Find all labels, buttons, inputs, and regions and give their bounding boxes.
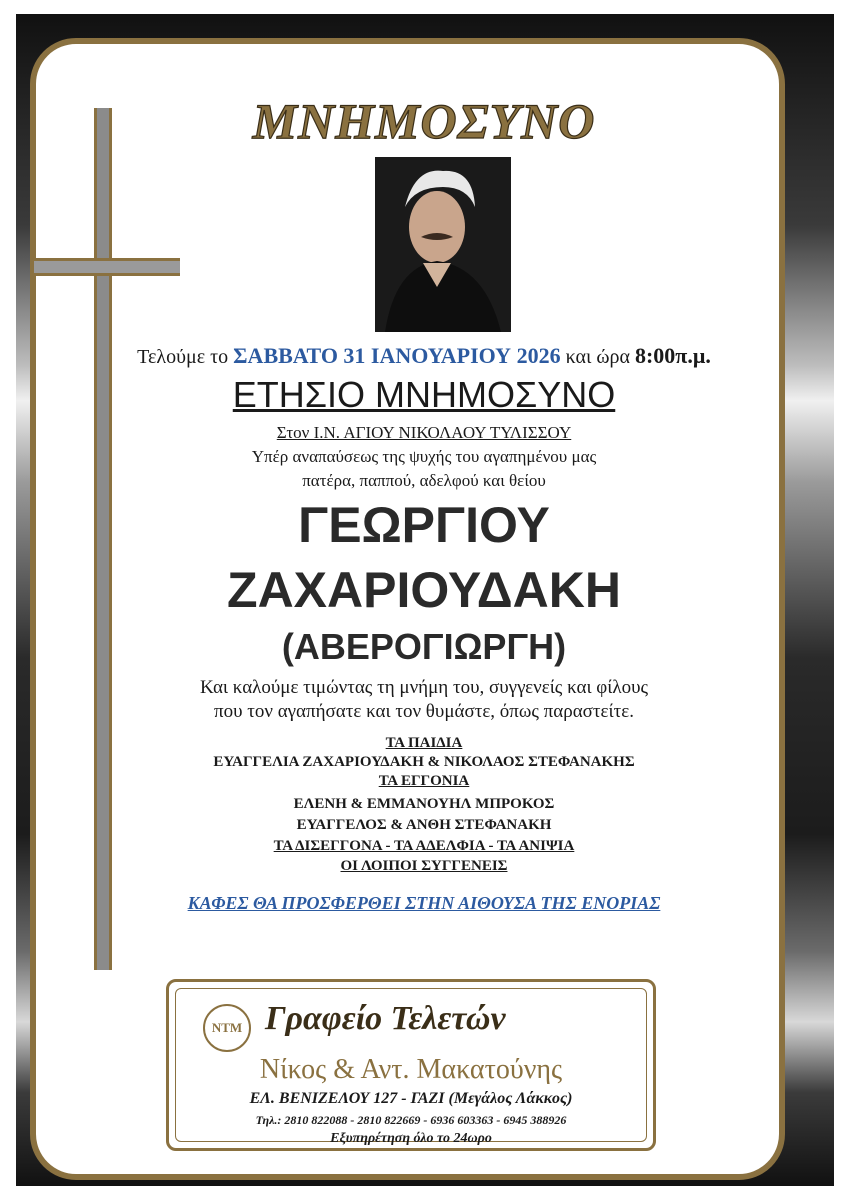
- grandchildren-header: ΤΑ ΕΓΓΟΝΙΑ: [378, 773, 470, 789]
- last-name: ΖΑΧΑΡΙΟΥΔΑΚΗ: [227, 562, 621, 618]
- ceremony-prefix: Τελούμε το: [137, 346, 229, 368]
- other-relatives: ΟΙ ΛΟΙΠΟΙ ΣΥΓΓΕΝΕΙΣ: [340, 858, 508, 874]
- funeral-office-title: Γραφείο Τελετών: [265, 1000, 506, 1037]
- portrait-image: [375, 157, 511, 332]
- service-type: ΕΤΗΣΙΟ ΜΝΗΜΟΣΥΝΟ: [232, 374, 616, 415]
- children-names: ΕΥΑΓΓΕΛΙΑ ΖΑΧΑΡΙΟΥΔΑΚΗ & ΝΙΚΟΛΑΟΣ ΣΤΕΦΑΝΑΚΗΣ: [213, 754, 635, 770]
- logo-letters: ΝΤΜ: [211, 1020, 243, 1035]
- funeral-home-logo: [203, 1004, 251, 1052]
- intro-line-1: Υπέρ αναπαύσεως της ψυχής του αγαπημένου μας: [251, 447, 597, 466]
- invite-line-1: Και καλούμε τιμώντας τη μνήμη του, συγγενείς και φίλους: [199, 677, 649, 698]
- nickname: (ΑΒΕΡΟΓΙΩΡΓΗ): [281, 626, 567, 667]
- portrait-photo: [375, 157, 511, 332]
- grandchildren-line-2: ΕΥΑΓΓΕΛΟΣ & ΑΝΘΗ ΣΤΕΦΑΝΑΚΗ: [296, 817, 552, 833]
- funeral-home-service: Εξυπηρέτηση όλο το 24ωρο: [330, 1131, 492, 1146]
- page-title: ΜΝΗΜΟΣΥΝΟ: [252, 93, 596, 149]
- first-name: ΓΕΩΡΓΙΟΥ: [298, 497, 550, 553]
- ceremony-date: ΣΑΒΒΑΤΟ 31 ΙΑΝΟΥΑΡΙΟΥ 2026: [233, 343, 561, 368]
- funeral-home-phones: Τηλ.: 2810 822088 - 2810 822669 - 6936 603363 - 6945 388926: [255, 1113, 567, 1127]
- church-name: Στον Ι.Ν. ΑΓΙΟΥ ΝΙΚΟΛΑΟΥ ΤΥΛΙΣΣΟΥ: [276, 423, 572, 442]
- invite-line-2: που τον αγαπήσατε και τον θυμάστε, όπως παραστείτε.: [213, 701, 634, 722]
- grandchildren-line-1: ΕΛΕΝΗ & ΕΜΜΑΝΟΥΗΛ ΜΠΡΟΚΟΣ: [293, 796, 555, 812]
- ceremony-line: [0, 343, 848, 369]
- funeral-home-name: Νίκος & Αντ. Μακατούνης: [259, 1054, 563, 1085]
- funeral-home-box: [166, 979, 656, 1151]
- children-header: ΤΑ ΠΑΙΔΙΑ: [385, 735, 463, 751]
- funeral-home-address: ΕΛ. ΒΕΝΙΖΕΛΟΥ 127 - ΓΑΖΙ (Μεγάλος Λάκκος): [249, 1090, 573, 1107]
- ceremony-time: 8:00π.μ.: [634, 343, 711, 368]
- intro-line-2: πατέρα, παππού, αδελφού και θείου: [302, 471, 546, 490]
- ceremony-mid: και ώρα: [565, 346, 630, 368]
- relatives-line: ΤΑ ΔΙΣΕΓΓΟΝΑ - ΤΑ ΑΔΕΛΦΙΑ - ΤΑ ΑΝΙΨΙΑ: [273, 838, 575, 854]
- coffee-note: ΚΑΦΕΣ ΘΑ ΠΡΟΣΦΕΡΘΕΙ ΣΤΗΝ ΑΙΘΟΥΣΑ ΤΗΣ ΕΝΟΡΙΑΣ: [187, 893, 661, 913]
- cross-horizontal: [34, 258, 180, 276]
